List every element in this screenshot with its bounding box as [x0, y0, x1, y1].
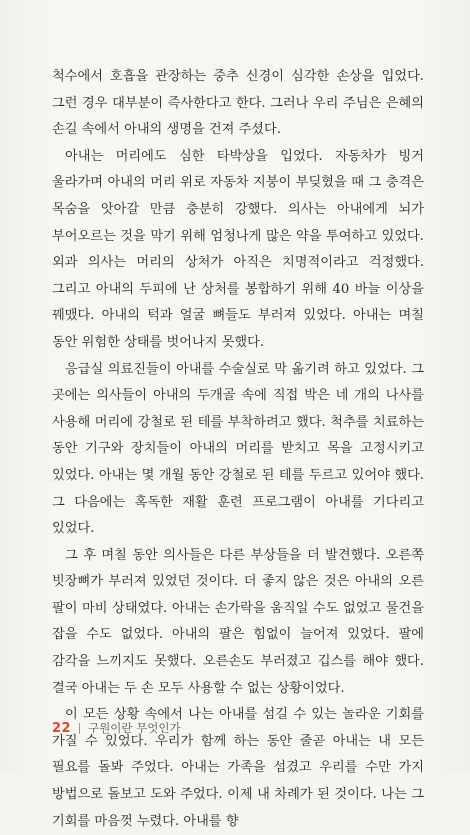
- page-footer: [52, 720, 181, 736]
- paragraph-2: 아내는 머리에도 심한 타박상을 입었다. 자동차가 빙거 울라가며 아내의 머리 위로 자동차 지붕이 부딪혔을 때 그 충격은 목숨을 앗아갈 만큼 충분히 강했다. 의사는 아내에게 뇌가 부어오르는 것을 막기 위해 엄청나게 많은 약을 투여하고 있었다. 외과 의사는 머리의 상처가 아직은 치명적이라고 걱정했다. 그리고 아내의 두피에 난 상처를 봉합하기 위해 40 바늘 이상을 꿰맸다. 아내의 턱과 얼굴 뼈들도 부러져 있었다. 아내는 며칠 동안 위험한 상태를 벗어나지 못했다.: [52, 148, 424, 350]
- page-number: 22: [52, 720, 72, 736]
- paragraph-4: 그 후 며칠 동안 의사들은 다른 부상들을 더 발견했다. 오른쪽 빗장뼈가 부러져 있었던 것이다. 더 좋지 않은 것은 아내의 오른 팔이 마비 상태였다. 아내는 손가락을 움직일 수도 없었고 물건을 잡을 수도 없었다. 아내의 팔은 힘없이 늘어져 있었다. 팔에 감각을 느끼지도 못했다. 오른손도 부러졌고 깁스를 해야 했다. 결국 아내는 두 손 모두 사용할 수 없는 상황이었다.: [52, 547, 424, 696]
- footer-divider: [79, 723, 80, 734]
- paragraph-3: 응급실 의료진들이 아내를 수술실로 막 옮기려 하고 있었다. 그 곳에는 의사들이 아내의 두개골 속에 직접 박은 네 개의 나사를 사용해 머리에 강철로 된 테를 부착하려고 했다. 척추를 치료하는 동안 기구와 장치들이 아내의 머리를 받치고 목을 고정시키고 있었다. 아내는 몇 개월 동안 강철로 된 테를 두르고 있어야 했다. 그 다음에는 혹독한 재활 훈련 프로그램이 아내를 기다리고 있었다.: [52, 361, 424, 537]
- running-title: 구원이란 무엇인가: [88, 721, 181, 735]
- paragraph-5: 이 모든 상황 속에서 나는 아내를 섬길 수 있는 놀라운 기회를 가질 수 있었다. 우리가 함께 하는 동안 줄곧 아내는 내 모든 필요를 돌봐 주었다. 아내는 가족을 섬겼고 우리를 수만 가지 방법으로 돌보고 도와 주었다. 이제 내 차례가 된 것이다. 나는 그 기회를 마음껏 누렸다. 아내를 향: [52, 707, 424, 829]
- paragraph-1: 척수에서 호흡을 관장하는 중추 신경이 심각한 손상을 입었다. 그런 경우 대부분이 즉사한다고 한다. 그러나 우리 주님은 은혜의 손길 속에서 아내의 생명을 건져 주셨다.: [52, 69, 424, 138]
